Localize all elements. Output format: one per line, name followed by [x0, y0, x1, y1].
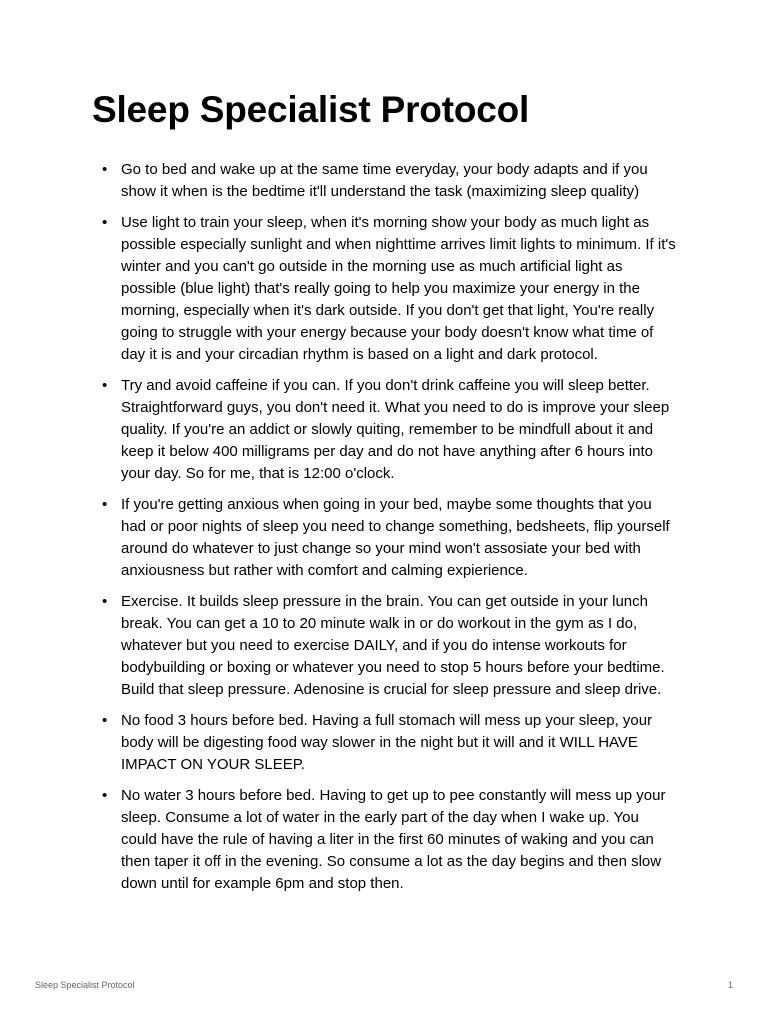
bullet-icon: •	[102, 593, 108, 610]
bullet-icon: •	[102, 214, 108, 231]
page-title: Sleep Specialist Protocol	[92, 89, 530, 130]
list-item	[92, 494, 676, 582]
list-item-text: Try and avoid caffeine if you can. If you don't drink caffeine you will sleep better. Straightforward guys, you don't need it. What you need to do is improve your sleep quality. If you're an addict or slowly quiting, remember to be mindfull about it and keep it below 400 milligrams per day and do not have anything after 6 hours into your day. So for me, that is 12:00 o'clock.	[121, 377, 670, 482]
list-item	[92, 212, 676, 366]
list-item-text: No water 3 hours before bed. Having to get up to pee constantly will mess up your sleep. Consume a lot of water in the early part of the day when I wake up. You could have the rule of having a liter in the first 60 minutes of waking and you can then taper it off in the evening. So consume a lot as the day begins and then slow down until for example 6pm and stop then.	[121, 787, 666, 892]
list-item-text: Exercise. It builds sleep pressure in the brain. You can get outside in your lunch break. You can get a 10 to 20 minute walk in or do workout in the gym as I do, whatever but you need to exercise DAILY, and if you do intense workouts for bodybuilding or boxing or whatever you need to stop 5 hours before your bedtime. Build that sleep pressure. Adenosine is crucial for sleep pressure and sleep drive.	[121, 593, 665, 698]
footer-page-number: 1	[727, 980, 733, 990]
footer-document-title: Sleep Specialist Protocol	[35, 980, 135, 990]
list-item	[92, 785, 676, 895]
list-item	[92, 159, 676, 203]
bullet-icon: •	[102, 712, 108, 729]
list-item-text: If you're getting anxious when going in your bed, maybe some thoughts that you had or poor nights of sleep you need to change something, bedsheets, flip yourself around do whatever to just change so your mind won't assosiate your bed with anxiousness but rather with comfort and calming expierience.	[121, 496, 670, 579]
bullet-icon: •	[102, 496, 108, 513]
list-item-text: Go to bed and wake up at the same time everyday, your body adapts and if you show it when is the bedtime it'll understand the task (maximizing sleep quality)	[121, 161, 648, 200]
list-item	[92, 375, 676, 485]
list-item	[92, 591, 676, 701]
list-item-text: Use light to train your sleep, when it's morning show your body as much light as possible especially sunlight and when nighttime arrives limit lights to minimum. If it's winter and you can't go outside in the morning use as much artificial light as possible (blue light) that's really going to help you maximize your energy in the morning, especially when it's dark outside. If you don't get that light, You're really going to struggle with your energy because your body doesn't know what time of day it is and your circadian rhythm is based on a light and dark protocol.	[121, 214, 676, 363]
bullet-icon: •	[102, 377, 108, 394]
list-item-text: No food 3 hours before bed. Having a full stomach will mess up your sleep, your body will be digesting food way slower in the night but it will and it WILL HAVE IMPACT ON YOUR SLEEP.	[121, 712, 653, 773]
list-item	[92, 710, 676, 776]
bullet-icon: •	[102, 161, 108, 178]
bullet-icon: •	[102, 787, 108, 804]
protocol-list	[92, 159, 676, 904]
